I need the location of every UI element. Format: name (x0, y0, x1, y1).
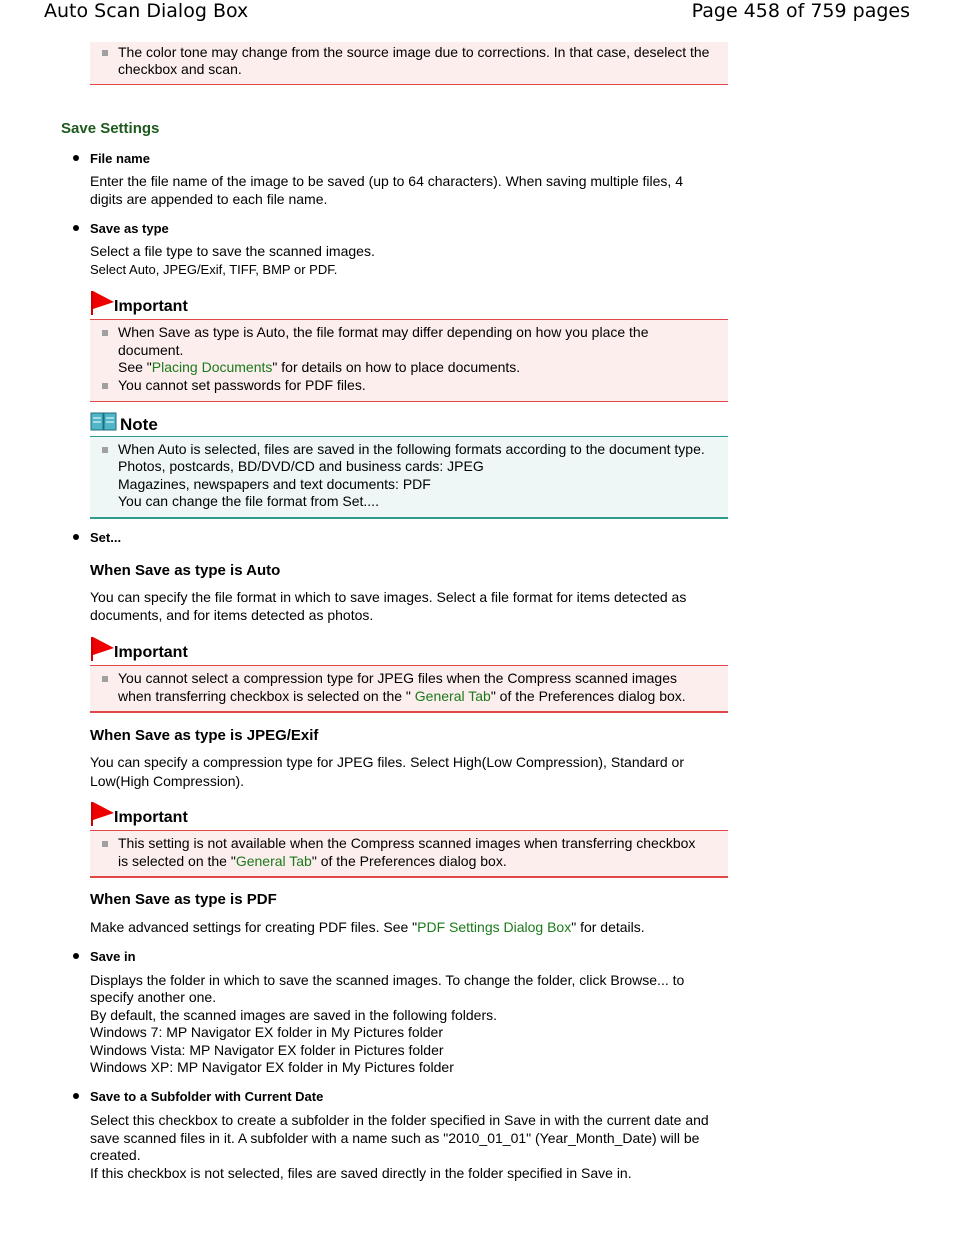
see-prefix: See " (118, 359, 152, 375)
important-text: The color tone may change from the source image due to corrections. In that case, deselect the (118, 44, 710, 60)
item-text: If this checkbox is not selected, files are saved directly in the folder specified in Save in. (90, 1165, 632, 1181)
important-flag-icon (90, 290, 116, 316)
important-title: Important (114, 809, 188, 826)
item-text: Select a file type to save the scanned images. (90, 243, 375, 259)
subsection-heading: When Save as type is PDF (90, 891, 277, 908)
link-suffix: " of the Preferences dialog box. (311, 853, 507, 869)
important-text: document. (118, 342, 184, 358)
item-text: Windows 7: MP Navigator EX folder in My Pictures folder (90, 1024, 443, 1040)
important-text: checkbox and scan. (118, 61, 242, 77)
page-indicator: Page 458 of 759 pages (691, 0, 910, 22)
item-label: Save as type (90, 221, 169, 236)
see-suffix: " for details on how to place documents. (272, 359, 521, 375)
item-text: Displays the folder in which to save the scanned images. To change the folder, click Browse... to (90, 972, 685, 988)
item-text: digits are appended to each file name. (90, 191, 328, 207)
bullet-icon (73, 1093, 79, 1099)
item-text: Select this checkbox to create a subfolder in the folder specified in Save in with the current date and (90, 1112, 709, 1128)
item-text: By default, the scanned images are saved in the following folders. (90, 1007, 498, 1023)
general-tab-link[interactable]: General Tab (235, 853, 312, 869)
square-bullet-icon (102, 676, 108, 682)
note-title: Note (120, 415, 158, 434)
item-text: specify another one. (90, 989, 217, 1005)
item-label: Set... (90, 530, 122, 545)
important-text: You cannot set passwords for PDF files. (118, 377, 366, 393)
item-text: Enter the file name of the image to be saved (up to 64 characters). When saving multiple files, 4 (90, 173, 683, 189)
square-bullet-icon (102, 841, 108, 847)
square-bullet-icon (102, 447, 108, 453)
pdf-text-line (90, 919, 645, 937)
important-text: When Save as type is Auto, the file format may differ depending on how you place the (118, 324, 649, 340)
item-text: Windows Vista: MP Navigator EX folder in Pictures folder (90, 1042, 444, 1058)
important-title: Important (114, 298, 188, 315)
item-label: Save to a Subfolder with Current Date (90, 1089, 324, 1104)
section-heading: Save Settings (61, 120, 160, 137)
placing-documents-link[interactable]: Placing Documents (151, 359, 273, 375)
pdf-settings-dialog-link[interactable]: PDF Settings Dialog Box (417, 919, 572, 935)
item-text: documents, and for items detected as photos. (90, 607, 374, 623)
subsection-heading: When Save as type is JPEG/Exif (90, 727, 319, 744)
item-text: You can specify the file format in which to save images. Select a file format for items detected as (90, 589, 687, 605)
note-text: Photos, postcards, BD/DVD/CD and business cards: JPEG (118, 458, 484, 474)
link-suffix: " of the Preferences dialog box. (490, 688, 686, 704)
item-text: Windows XP: MP Navigator EX folder in My Pictures folder (90, 1059, 454, 1075)
note-text: Magazines, newspapers and text documents: PDF (118, 476, 431, 492)
important-flag-icon (90, 801, 116, 827)
pdf-prefix: Make advanced settings for creating PDF files. See " (90, 919, 418, 935)
general-tab-link[interactable]: General Tab (414, 688, 491, 704)
bullet-icon (73, 953, 79, 959)
link-prefix: when transferring checkbox is selected on the " (118, 688, 415, 704)
important-title: Important (114, 644, 188, 661)
link-prefix: is selected on the " (118, 853, 236, 869)
bullet-icon (73, 225, 79, 231)
note-text: You can change the file format from Set.... (118, 493, 379, 509)
important-link-line (118, 688, 686, 706)
bullet-icon (73, 155, 79, 161)
square-bullet-icon (102, 383, 108, 389)
note-book-icon (90, 411, 118, 433)
note-text: When Auto is selected, files are saved in the following formats according to the document type. (118, 441, 705, 457)
item-text: Select Auto, JPEG/Exif, TIFF, BMP or PDF. (90, 262, 338, 277)
item-text: save scanned files in it. A subfolder with a name such as "2010_01_01" (Year_Month_Date) will be (90, 1130, 700, 1146)
item-label: File name (90, 151, 150, 166)
important-flag-icon (90, 636, 116, 662)
item-label: Save in (90, 949, 136, 964)
important-text: You cannot select a compression type for JPEG files when the Compress scanned images (118, 670, 677, 686)
bullet-icon (73, 534, 79, 540)
pdf-suffix: " for details. (571, 919, 645, 935)
important-link-line (118, 853, 507, 871)
item-text: created. (90, 1147, 141, 1163)
item-text: Low(High Compression). (90, 773, 245, 789)
important-see-line (118, 359, 520, 377)
subsection-heading: When Save as type is Auto (90, 562, 281, 579)
item-text: You can specify a compression type for JPEG files. Select High(Low Compression), Standard or (90, 754, 684, 770)
important-text: This setting is not available when the Compress scanned images when transferring checkbox (118, 835, 696, 851)
document-title: Auto Scan Dialog Box (44, 0, 249, 22)
square-bullet-icon (102, 330, 108, 336)
square-bullet-icon (102, 50, 108, 56)
